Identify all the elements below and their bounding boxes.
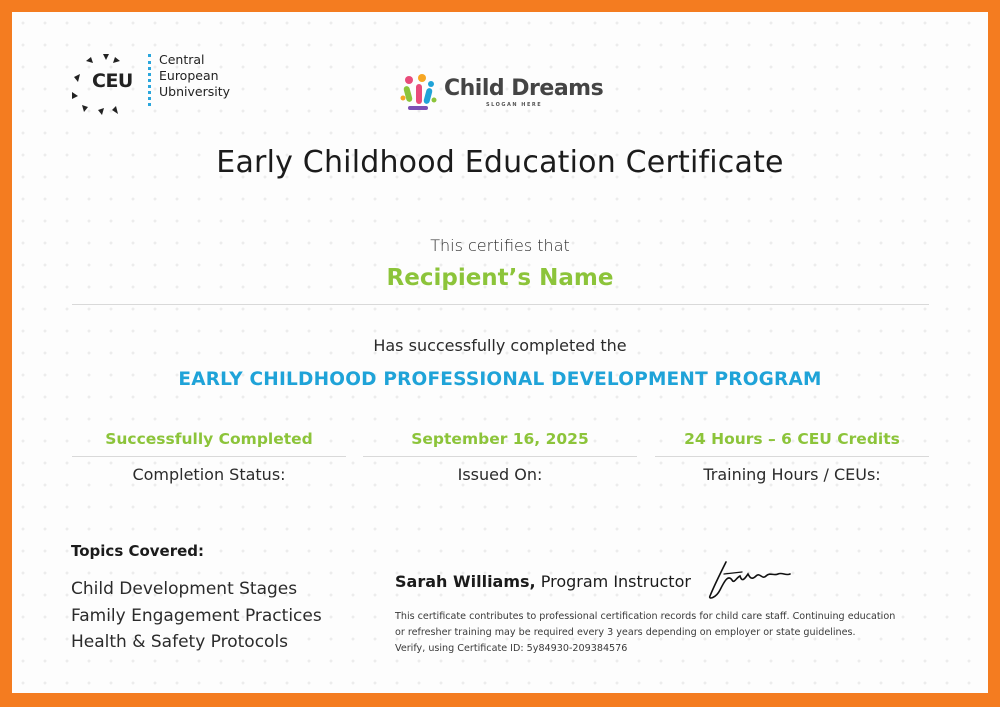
ceu-name — [159, 52, 230, 100]
fine-print — [395, 609, 955, 657]
instructor-name: Sarah Williams, — [395, 572, 536, 591]
instructor-line — [395, 572, 691, 591]
info-completion-status — [72, 430, 346, 484]
completion-status-value: Successfully Completed — [105, 430, 313, 448]
training-hours-label: Training Hours / CEUs: — [703, 465, 881, 484]
info-divider — [363, 456, 637, 457]
topics-heading: Topics Covered: — [71, 542, 205, 560]
certifies-text: This certifies that — [430, 236, 570, 255]
program-name: EARLY CHILDHOOD PROFESSIONAL DEVELOPMENT PROGRAM — [178, 369, 822, 390]
training-hours-value: 24 Hours – 6 CEU Credits — [684, 430, 900, 448]
instructor-role: Program Instructor — [540, 572, 691, 591]
info-training-hours — [655, 430, 929, 484]
info-issued-on — [363, 430, 637, 484]
fine-print-line: This certificate contributes to professional certification records for child care staff. Continuing education — [395, 611, 896, 622]
signature-image — [704, 556, 794, 602]
topic-item: Child Development Stages — [71, 579, 298, 599]
certificate-title: Early Childhood Education Certificate — [216, 145, 784, 180]
issued-on-label: Issued On: — [457, 465, 543, 484]
child-dreams-slogan: SLOGAN HERE — [486, 102, 543, 108]
recipient-name: Recipient’s Name — [386, 265, 614, 291]
completion-status-label: Completion Status: — [132, 465, 286, 484]
completed-text: Has successfully completed the — [373, 336, 627, 355]
ceu-divider — [148, 54, 151, 106]
topic-item: Health & Safety Protocols — [71, 632, 289, 652]
fine-print-line: or refresher training may be required every 3 years depending on employer or state guidelines. — [395, 627, 856, 638]
info-divider — [72, 456, 346, 457]
recipient-underline — [72, 304, 929, 305]
info-divider — [655, 456, 929, 457]
ceu-name-line: European — [159, 68, 219, 83]
issued-on-value: September 16, 2025 — [411, 430, 589, 448]
child-dreams-name: Child Dreams — [444, 76, 604, 101]
fine-print-line: Verify, using Certificate ID: 5y84930-209384576 — [395, 643, 628, 654]
topic-item: Family Engagement Practices — [71, 606, 322, 626]
ceu-name-line: Ubniversity — [159, 84, 230, 99]
certificate — [12, 12, 988, 693]
child-dreams-logo-icon — [398, 72, 438, 116]
ceu-name-line: Central — [159, 52, 205, 67]
ceu-abbreviation: CEU — [92, 70, 133, 92]
